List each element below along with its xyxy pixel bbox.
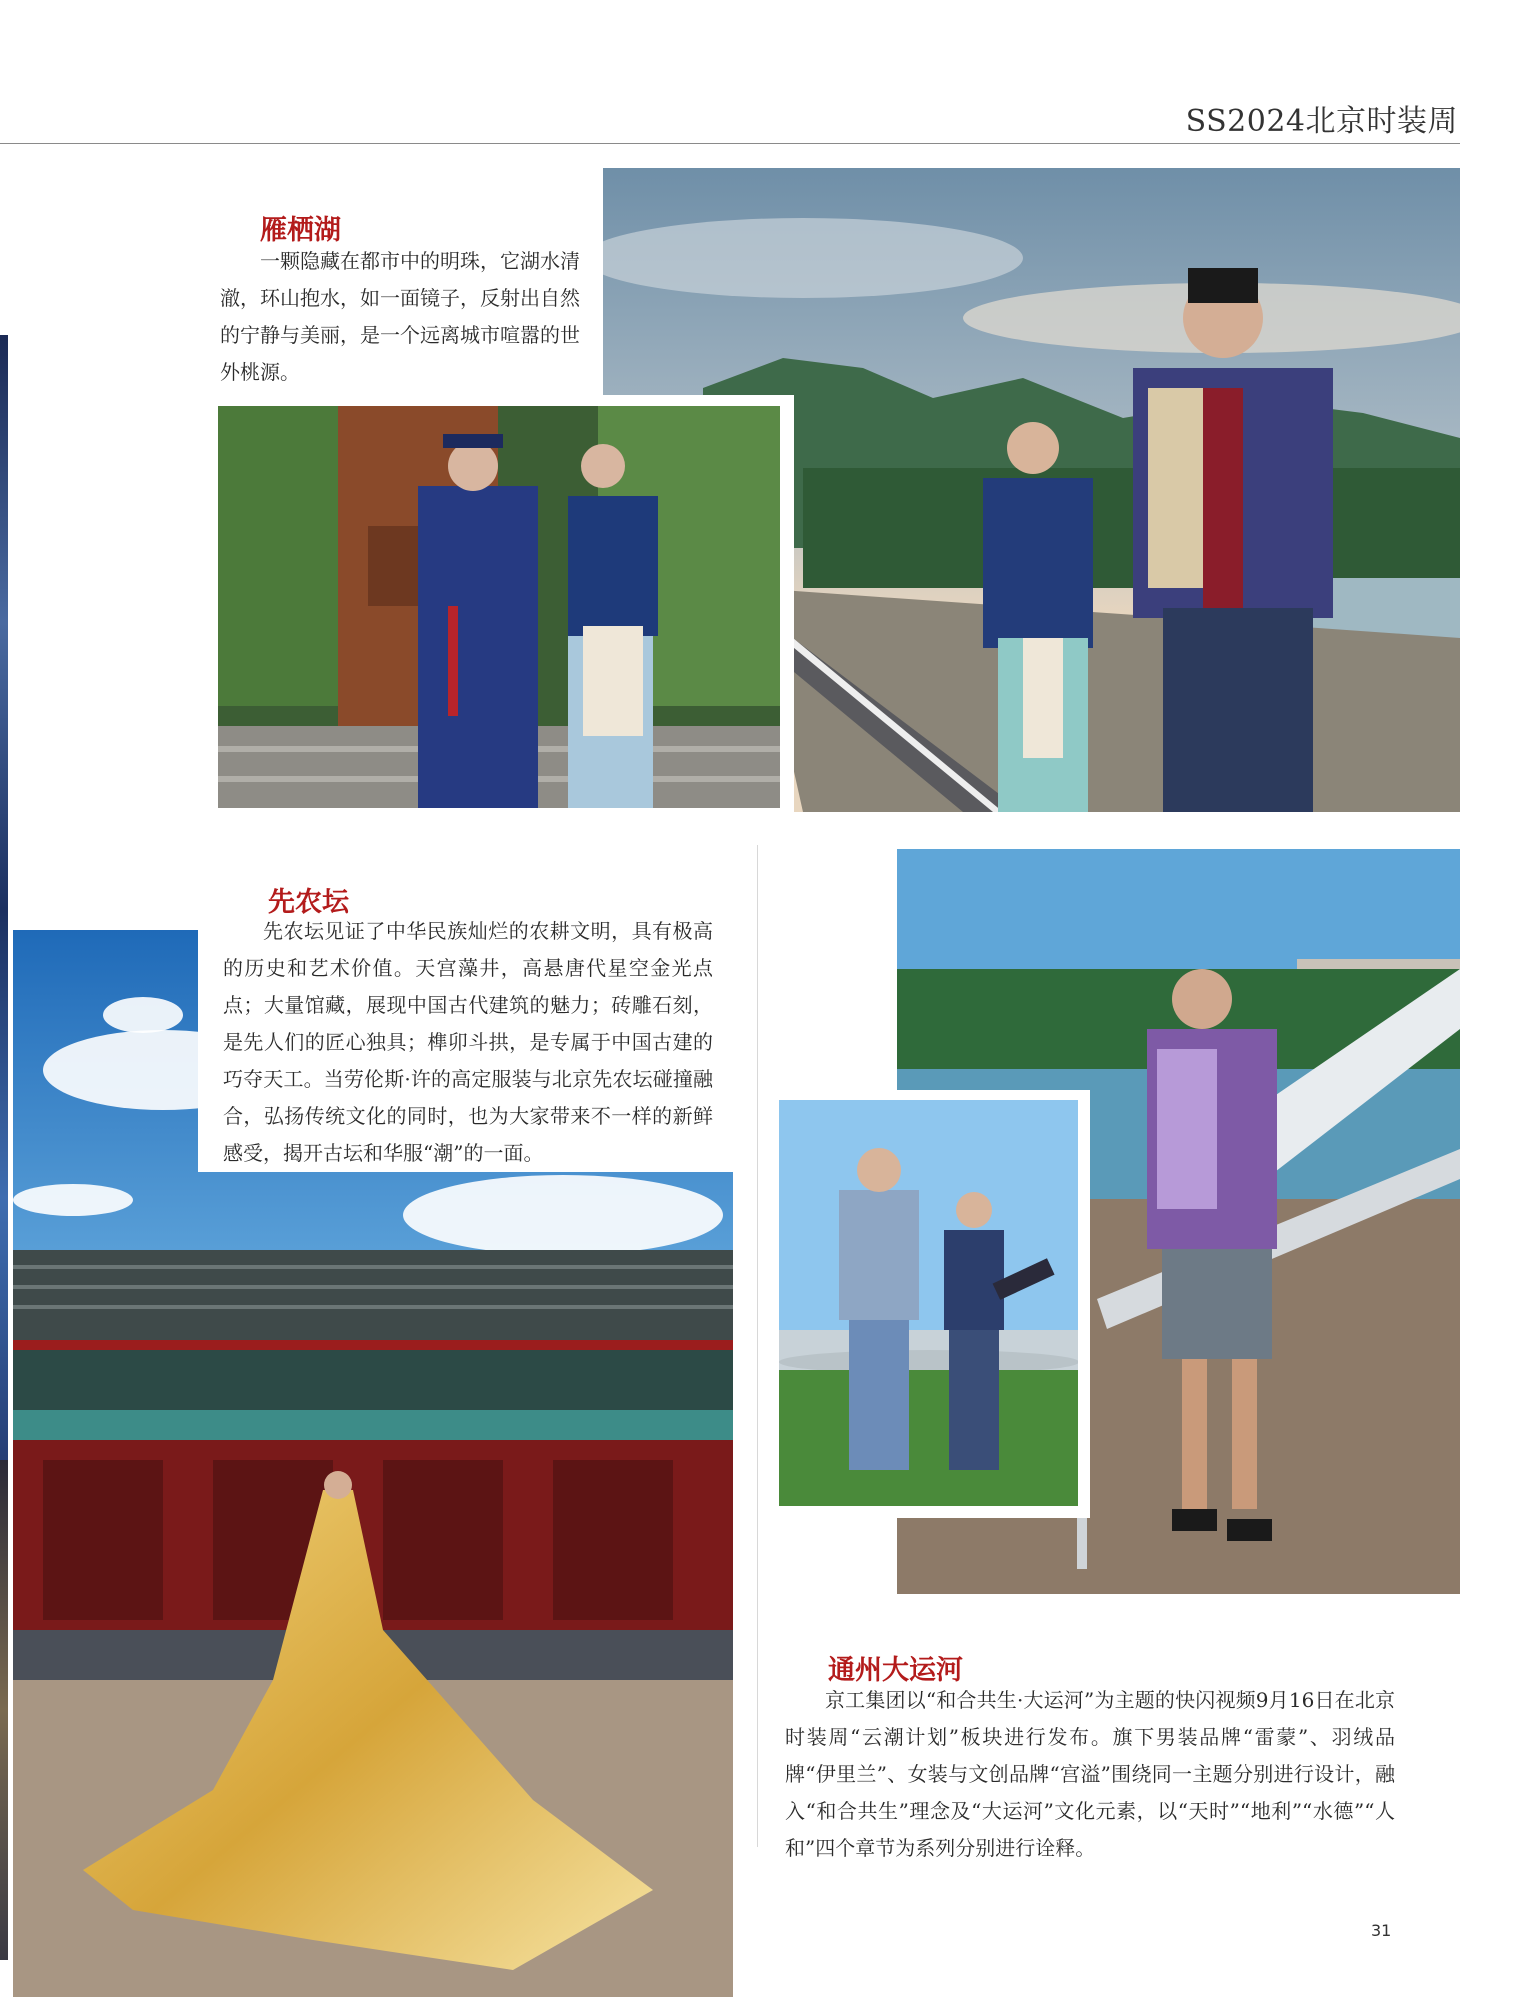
- facing-page-edge: [0, 335, 8, 1485]
- yanqi-lake-photo-inset: [218, 406, 780, 808]
- facing-page-edge-lower: [0, 1460, 8, 1960]
- yanqi-lake-textbox: [215, 168, 603, 408]
- column-divider: [757, 845, 758, 1847]
- magazine-section-title: SS2024北京时装周: [1185, 104, 1458, 139]
- section-body: 先农坛见证了中华民族灿烂的农耕文明，具有极高的历史和艺术价值。天宫藻井，高悬唐代星空金光点点；大量馆藏，展现中国古代建筑的魅力；砖雕石刻，是先人们的匠心独具；榫卯斗拱，是专属于中国古建的巧夺天工。当劳伦斯·许的高定服装与北京先农坛碰撞融合，弘扬传统文化的同时，也为大家带来不一样的新鲜感受，揭开古坛和华服“潮”的一面。: [223, 919, 713, 1165]
- header-rule: [0, 143, 1460, 144]
- xiannongtan-textbox: [198, 870, 736, 1172]
- grand-canal-photo-inset: [779, 1100, 1078, 1506]
- section-heading: 通州大运河: [828, 1655, 963, 1686]
- section-body: 一颗隐藏在都市中的明珠，它湖水清澈，环山抱水，如一面镜子，反射出自然的宁静与美丽，是一个远离城市喧嚣的世外桃源。: [220, 249, 580, 384]
- section-heading: 雁栖湖: [260, 215, 341, 246]
- page-number: 31: [1371, 1921, 1392, 1940]
- section-heading: 先农坛: [268, 887, 349, 918]
- section-body: 京工集团以“和合共生·大运河”为主题的快闪视频9月16日在北京时装周“云潮计划”板块进行发布。旗下男装品牌“雷蒙”、羽绒品牌“伊里兰”、女装与文创品牌“宫溢”围绕同一主题分别进行设计，融入“和合共生”理念及“大运河”文化元素，以“天时”“地利”“水德”“人和”四个章节为系列分别进行诠释。: [785, 1688, 1395, 1860]
